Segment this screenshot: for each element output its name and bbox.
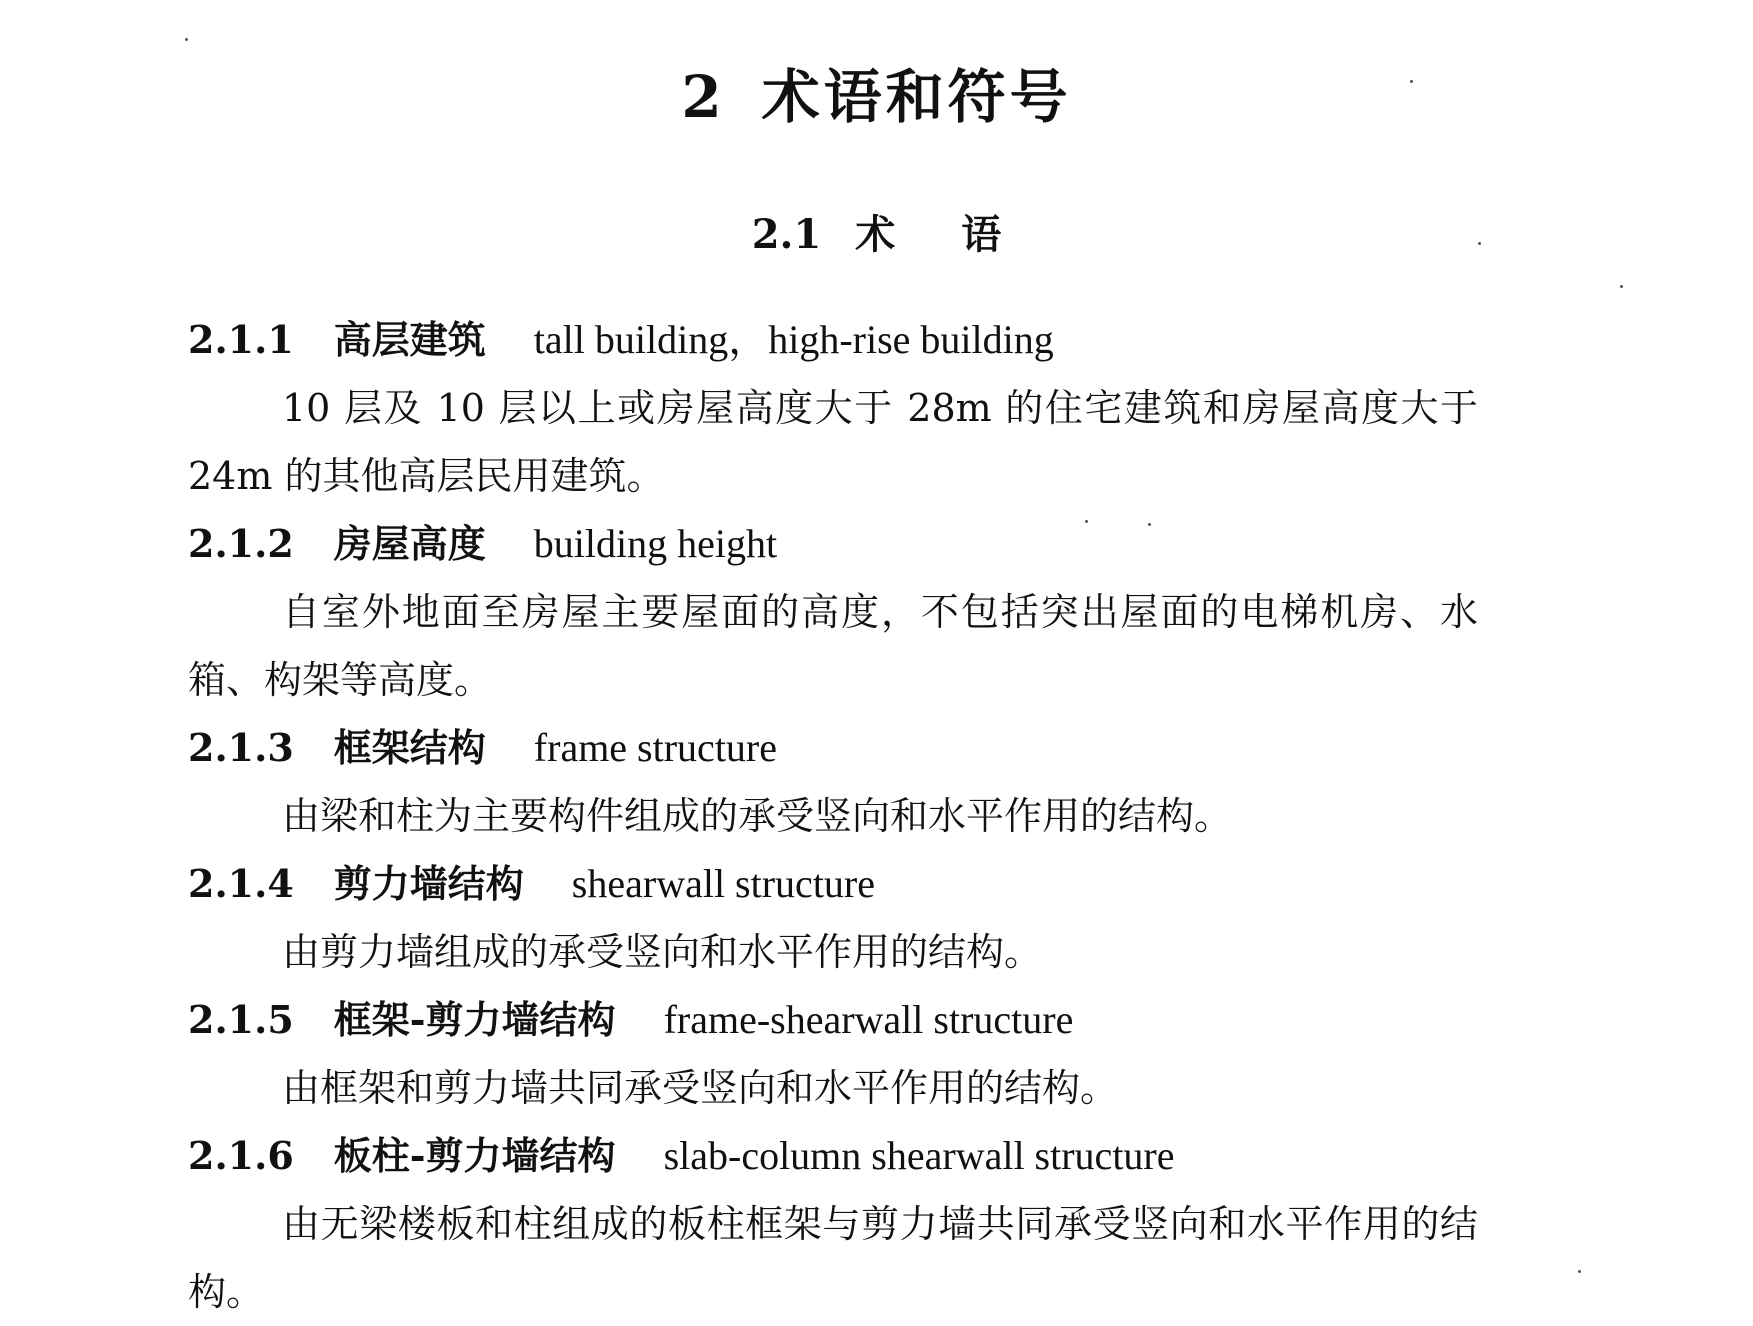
term-entry — [188, 1122, 1478, 1326]
scan-speck — [185, 38, 188, 41]
term-number: 2.1.5 — [188, 997, 294, 1042]
section-title-char-1: 术 — [855, 211, 896, 258]
term-chinese: 高层建筑 — [333, 317, 486, 362]
term-definition: 由剪力墙组成的承受竖向和水平作用的结构。 — [282, 930, 1043, 974]
term-entry — [188, 306, 1478, 510]
section-title — [0, 210, 1753, 260]
term-definition: 由无梁楼板和柱组成的板柱框架与剪力墙共同承受竖向和水平作用的结构。 — [188, 1202, 1478, 1314]
term-heading — [188, 714, 1478, 782]
term-entry — [188, 714, 1478, 850]
scan-speck — [1578, 1270, 1581, 1273]
chapter-title — [0, 62, 1753, 132]
term-chinese: 板柱-剪力墙结构 — [333, 1133, 616, 1178]
term-english: frame structure — [533, 725, 777, 770]
term-entry — [188, 510, 1478, 714]
term-chinese: 房屋高度 — [333, 521, 486, 566]
term-definition: 自室外地面至房屋主要屋面的高度，不包括突出屋面的电梯机房、水箱、构架等高度。 — [188, 590, 1478, 702]
term-entry — [188, 850, 1478, 986]
term-definition: 由梁和柱为主要构件组成的承受竖向和水平作用的结构。 — [282, 794, 1233, 838]
term-definition: 10 层及 10 层以上或房屋高度大于 28m 的住宅建筑和房屋高度大于 24m 的其他高层民用建筑。 — [188, 386, 1478, 498]
term-heading — [188, 986, 1478, 1054]
term-number: 2.1.1 — [188, 317, 294, 362]
chapter-title-text: 术语和符号 — [761, 63, 1072, 131]
section-number: 2.1 — [751, 211, 822, 258]
term-heading — [188, 850, 1478, 918]
scan-speck — [1148, 523, 1151, 526]
term-heading — [188, 306, 1478, 374]
term-english: building height — [533, 521, 778, 566]
term-english: tall building，high-rise building — [533, 317, 1054, 362]
term-number: 2.1.4 — [188, 861, 294, 906]
term-chinese: 框架结构 — [333, 725, 486, 770]
term-heading — [188, 510, 1478, 578]
term-heading — [188, 1122, 1478, 1190]
term-english: frame-shearwall structure — [663, 997, 1074, 1042]
scan-speck — [1410, 80, 1413, 83]
term-definition: 由框架和剪力墙共同承受竖向和水平作用的结构。 — [282, 1066, 1119, 1110]
chapter-number: 2 — [681, 63, 726, 131]
term-chinese: 剪力墙结构 — [333, 861, 524, 906]
section-title-char-2: 语 — [961, 211, 1002, 258]
term-english: slab-column shearwall structure — [663, 1133, 1175, 1178]
scan-speck — [1620, 285, 1623, 288]
term-number: 2.1.6 — [188, 1133, 294, 1178]
scan-speck — [1478, 242, 1481, 245]
term-list — [188, 306, 1478, 1326]
term-number: 2.1.3 — [188, 725, 294, 770]
term-number: 2.1.2 — [188, 521, 294, 566]
term-entry — [188, 986, 1478, 1122]
term-english: shearwall structure — [571, 861, 875, 906]
term-chinese: 框架-剪力墙结构 — [333, 997, 616, 1042]
scan-speck — [1085, 520, 1088, 523]
